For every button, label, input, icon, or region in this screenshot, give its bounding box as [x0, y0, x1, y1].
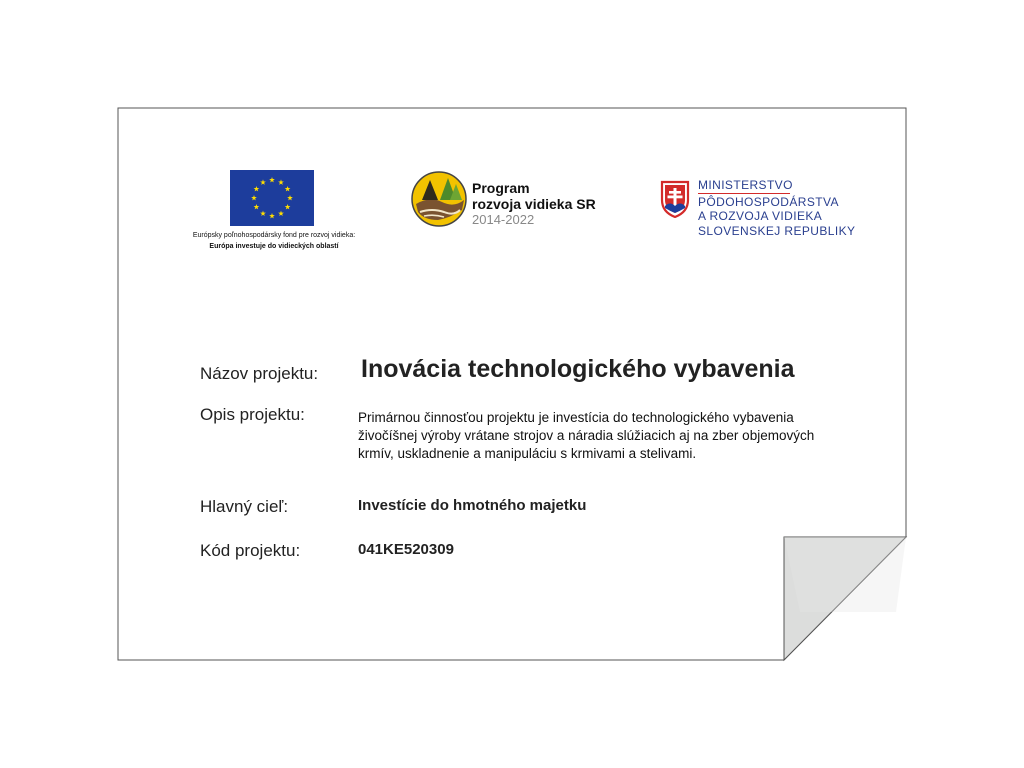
eu-logo	[176, 170, 372, 252]
project-description	[358, 409, 858, 463]
description-line: živočíšnej výroby vrátane strojov a náradia slúžiacich aj na zber objemových	[358, 428, 815, 443]
rural-landscape-icon	[410, 170, 468, 228]
eu-caption-line1: Európsky poľnohospodársky fond pre rozvoj vidieka:	[192, 232, 356, 239]
ministry-line3: A ROZVOJA VIDIEKA	[698, 209, 823, 223]
slovak-coat-of-arms-icon	[660, 180, 690, 218]
eu-caption-line2: Európa investuje do vidieckých oblastí	[209, 243, 339, 250]
program-title-line1: Program	[472, 180, 530, 196]
description-line: krmív, uskladnenie a manipuláciu s krmivami a stelivami.	[358, 446, 697, 461]
ministry-logo	[660, 178, 860, 240]
ministry-line2: PÔDOHOSPODÁRSTVA	[698, 194, 839, 209]
ministry-divider	[698, 193, 790, 194]
eu-flag-icon	[230, 170, 314, 226]
project-code-label: Kód projektu:	[200, 541, 301, 560]
program-logo	[410, 170, 630, 230]
main-goal-label: Hlavný cieľ:	[200, 497, 289, 516]
project-code-value: 041KE520309	[358, 541, 454, 558]
ministry-line4: SLOVENSKEJ REPUBLIKY	[698, 223, 856, 238]
project-name-value: Inovácia technologického vybavenia	[361, 355, 795, 383]
description-line: Primárnou činnosťou projektu je investícia do technologického vybavenia	[358, 410, 794, 425]
main-goal-value: Investície do hmotného majetku	[358, 497, 587, 514]
project-name-label: Názov projektu:	[200, 364, 319, 383]
program-title-line2: rozvoja vidieka SR	[472, 196, 596, 212]
program-years: 2014-2022	[472, 212, 535, 227]
ministry-line1: MINISTERSTVO	[698, 178, 793, 192]
fold-shadow	[784, 537, 906, 612]
project-description-label: Opis projektu:	[200, 405, 305, 424]
